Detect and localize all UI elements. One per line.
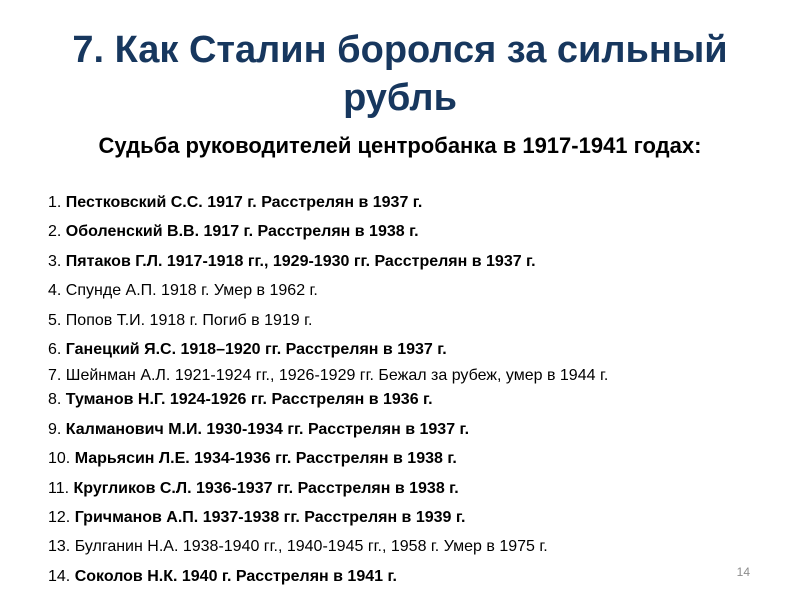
list-item	[48, 192, 760, 214]
slide-title: 7. Как Сталин боролся за сильный рубль	[72, 29, 728, 119]
item-name: Спунде А.П.	[65, 282, 157, 300]
item-number: 11.	[48, 479, 70, 497]
item-number: 13.	[48, 538, 71, 556]
item-details: 1934-1936 гг. Расстрелян в 1938 г.	[194, 450, 457, 468]
list-item	[48, 566, 760, 588]
item-details: 1918–1920 гг. Расстрелян в 1937 г.	[180, 340, 447, 358]
list-item	[48, 221, 760, 243]
item-details: 1917 г. Расстрелян в 1938 г.	[203, 223, 419, 241]
list-item	[48, 507, 760, 529]
item-number: 3.	[48, 252, 62, 270]
item-name: Пестковский С.С.	[65, 194, 203, 211]
list-item	[48, 419, 760, 441]
list-item	[48, 536, 760, 558]
list-item	[48, 251, 760, 273]
list-item	[48, 389, 760, 411]
item-number: 4.	[48, 282, 62, 300]
list-item	[48, 448, 760, 470]
item-number: 9.	[48, 420, 62, 438]
item-name: Шейнман А.Л.	[65, 367, 171, 385]
item-name: Оболенский В.В.	[65, 223, 200, 241]
item-number: 2.	[48, 223, 62, 241]
item-details: 1940 г. Расстрелян в 1941 г.	[181, 567, 397, 585]
list-item	[48, 478, 760, 500]
item-details: 1936-1937 гг. Расстрелян в 1938 г.	[195, 479, 459, 497]
item-details: 1918 г. Умер в 1962 г.	[161, 282, 318, 300]
item-number: 6.	[48, 340, 62, 358]
item-details: 1918 г. Погиб в 1919 г.	[149, 311, 313, 329]
item-details: 1917 г. Расстрелян в 1937 г.	[207, 194, 423, 211]
page-number: 14	[736, 565, 750, 579]
item-name: Марьясин Л.Е.	[74, 450, 190, 468]
item-details: 1938-1940 гг., 1940-1945 гг., 1958 г. Умер в 1975 г.	[182, 538, 548, 556]
item-name: Булганин Н.А.	[74, 538, 179, 556]
item-details: 1930-1934 гг. Расстрелян в 1937 г.	[206, 420, 470, 438]
item-details: 1917-1918 гг., 1929-1930 гг. Расстрелян в 1937 г.	[166, 252, 536, 270]
item-name: Попов Т.И.	[65, 311, 146, 329]
item-number: 8.	[48, 391, 62, 409]
bank-heads-list	[48, 192, 760, 595]
item-number: 1.	[48, 194, 62, 211]
list-item	[48, 339, 760, 361]
item-name: Кругликов С.Л.	[73, 479, 192, 497]
item-name: Туманов Н.Г.	[65, 391, 166, 409]
item-name: Калманович М.И.	[65, 420, 202, 438]
slide-subtitle: Судьба руководителей центробанка в 1917-1941 годах:	[98, 133, 702, 158]
item-name: Пятаков Г.Л.	[65, 252, 163, 270]
item-name: Ганецкий Я.С.	[65, 340, 177, 358]
item-details: 1937-1938 гг. Расстрелян в 1939 г.	[202, 508, 466, 526]
item-name: Соколов Н.К.	[74, 567, 178, 585]
item-number: 7.	[48, 367, 62, 385]
list-item	[48, 368, 760, 383]
item-number: 5.	[48, 311, 62, 329]
item-name: Гричманов А.П.	[74, 508, 199, 526]
list-item	[48, 310, 760, 332]
item-number: 14.	[48, 567, 71, 585]
item-number: 10.	[48, 450, 71, 468]
list-item	[48, 280, 760, 302]
item-number: 12.	[48, 508, 71, 526]
item-details: 1924-1926 гг. Расстрелян в 1936 г.	[169, 391, 433, 409]
item-details: 1921-1924 гг., 1926-1929 гг. Бежал за рубеж, умер в 1944 г.	[174, 367, 609, 385]
